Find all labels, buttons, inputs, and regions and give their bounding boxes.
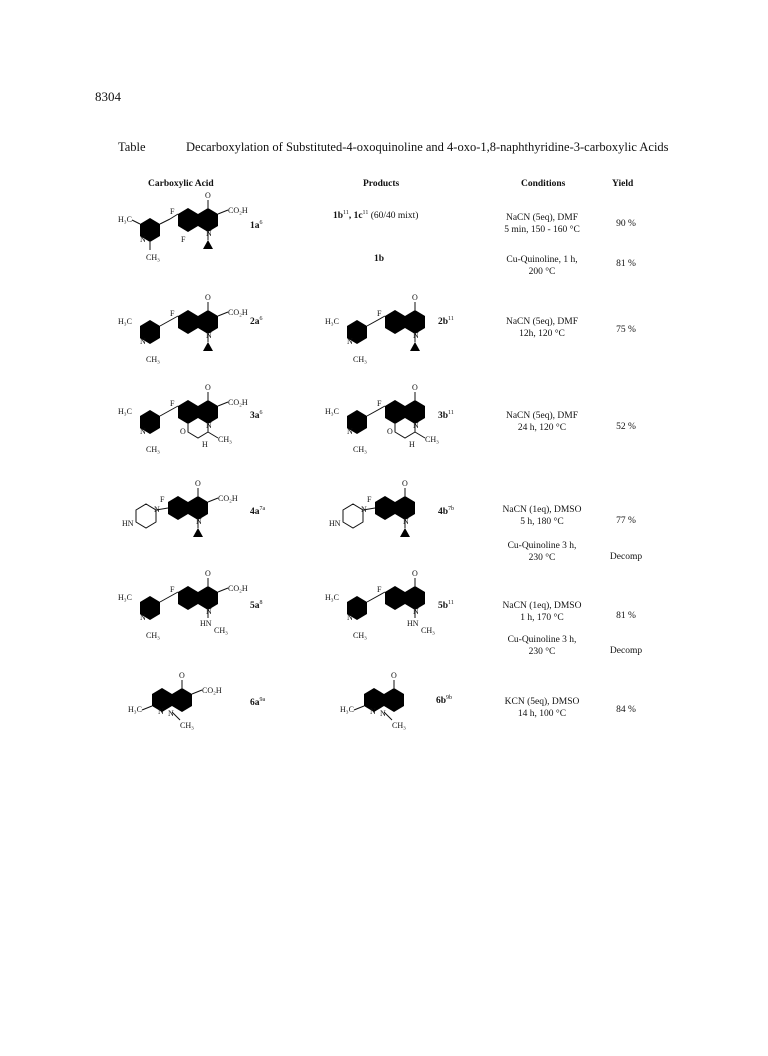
compound-label: $6a^{9a}$	[250, 697, 266, 709]
compound-label: $1a^6$	[250, 220, 263, 232]
product-label: $4b^{7b}$	[438, 506, 455, 518]
svg-text:F: F	[377, 585, 382, 594]
atom-fluoro: F	[170, 207, 175, 216]
structure-6b	[340, 671, 440, 740]
svg-text:F: F	[170, 399, 175, 408]
atom-carboxyl: CO₂H	[228, 206, 248, 215]
svg-text:HN: HN	[407, 619, 419, 628]
svg-text:CH₃: CH₃	[353, 445, 367, 454]
svg-text:O: O	[412, 383, 418, 392]
svg-text:N: N	[168, 709, 174, 718]
svg-text:F: F	[377, 309, 382, 318]
svg-text:O: O	[412, 293, 418, 302]
structure-3b	[325, 383, 445, 462]
header-products: Products	[363, 179, 400, 189]
svg-text:N: N	[206, 421, 212, 430]
svg-text:CH₃: CH₃	[180, 721, 194, 730]
svg-text:N: N	[158, 707, 164, 716]
svg-text:O: O	[205, 569, 211, 578]
atom-methyl: H₃C	[118, 215, 132, 224]
conditions: Cu-Quinoline 3 h, 230 °C	[507, 635, 577, 657]
conditions: KCN (5eq), DMSO 14 h, 100 °C	[504, 697, 580, 719]
header-carboxylic-acid: Carboxylic Acid	[148, 179, 214, 189]
svg-text:CH₃: CH₃	[146, 355, 160, 364]
svg-text:CH₃: CH₃	[146, 631, 160, 640]
svg-text:HN: HN	[329, 519, 341, 528]
svg-text:O: O	[402, 479, 408, 488]
compound-label: $5a^8$	[250, 600, 263, 612]
product-label: 1b	[374, 254, 385, 264]
product-label: $1b^{11}$, $1c^{11}$ (60/40 mixt)	[333, 210, 419, 222]
svg-text:N: N	[154, 505, 160, 514]
svg-text:N: N	[413, 331, 419, 340]
svg-text:F: F	[170, 309, 175, 318]
svg-text:N: N	[413, 421, 419, 430]
atom-methyl: CH₃	[146, 253, 160, 262]
svg-text:CH₃: CH₃	[425, 435, 439, 444]
svg-text:N: N	[361, 505, 367, 514]
svg-text:O: O	[195, 479, 201, 488]
conditions: Cu-Quinoline 3 h, 230 °C	[507, 541, 577, 563]
conditions: Cu-Quinoline, 1 h, 200 °C	[506, 255, 578, 277]
svg-text:CO₂H: CO₂H	[202, 686, 222, 695]
svg-text:CH₃: CH₃	[146, 445, 160, 454]
svg-text:N: N	[206, 331, 212, 340]
svg-text:N: N	[347, 613, 353, 622]
header-conditions: Conditions	[521, 179, 566, 189]
svg-text:O: O	[387, 427, 393, 436]
structure-5a	[118, 569, 248, 648]
conditions: NaCN (1eq), DMSO 5 h, 180 °C	[502, 505, 582, 527]
svg-text:N: N	[370, 707, 376, 716]
conditions: NaCN (5eq), DMF 24 h, 120 °C	[505, 411, 579, 433]
svg-text:N: N	[380, 709, 386, 718]
caption-title: Decarboxylation of Substituted-4-oxoquinoline and 4-oxo-1,8-naphthyridine-3-carboxylic Acids	[186, 140, 669, 154]
svg-text:N: N	[413, 607, 419, 616]
svg-text:O: O	[412, 569, 418, 578]
yield-value: 75 %	[616, 325, 636, 335]
product-label: $3b^{11}$	[438, 410, 454, 422]
header-yield: Yield	[612, 179, 634, 189]
svg-text:CO₂H: CO₂H	[228, 398, 248, 407]
compound-label: $2a^6$	[250, 316, 263, 328]
svg-text:N: N	[196, 517, 202, 526]
caption-label: Table	[118, 140, 146, 154]
svg-text:N: N	[403, 517, 409, 526]
page-number: 8304	[95, 89, 121, 104]
structure-1a	[118, 191, 248, 270]
product-label: $6b^{9b}$	[436, 695, 453, 707]
svg-text:H: H	[202, 440, 208, 449]
svg-text:O: O	[205, 293, 211, 302]
yield-value: 84 %	[616, 705, 636, 715]
svg-text:HN: HN	[122, 519, 134, 528]
conditions: NaCN (1eq), DMSO 1 h, 170 °C	[502, 601, 582, 623]
svg-text:N: N	[140, 613, 146, 622]
atom-oxo: O	[205, 191, 211, 200]
svg-text:H₃C: H₃C	[118, 317, 132, 326]
svg-text:CO₂H: CO₂H	[218, 494, 238, 503]
svg-text:N: N	[140, 427, 146, 436]
svg-text:O: O	[205, 383, 211, 392]
svg-text:N: N	[140, 337, 146, 346]
atom-fluoro: F	[181, 235, 186, 244]
compound-label: $4a^{7a}$	[250, 506, 266, 518]
svg-text:H₃C: H₃C	[128, 705, 142, 714]
svg-text:CH₃: CH₃	[353, 631, 367, 640]
structure-4b	[325, 479, 445, 558]
svg-text:H₃C: H₃C	[325, 317, 339, 326]
svg-text:H₃C: H₃C	[325, 407, 339, 416]
svg-text:H₃C: H₃C	[118, 593, 132, 602]
yield-value: 81 %	[616, 611, 636, 621]
yield-value: 52 %	[616, 422, 636, 432]
svg-text:HN: HN	[200, 619, 212, 628]
svg-text:F: F	[170, 585, 175, 594]
svg-text:H₃C: H₃C	[340, 705, 354, 714]
svg-text:CH₃: CH₃	[392, 721, 406, 730]
svg-text:CH₃: CH₃	[218, 435, 232, 444]
svg-text:H₃C: H₃C	[118, 407, 132, 416]
structure-4a	[118, 479, 248, 558]
atom-nitrogen: N	[140, 235, 146, 244]
svg-text:O: O	[180, 427, 186, 436]
conditions: NaCN (5eq), DMF 12h, 120 °C	[505, 317, 579, 339]
structure-3a	[118, 383, 248, 462]
structure-5b	[325, 569, 445, 648]
yield-value: 77 %	[616, 516, 636, 526]
svg-text:N: N	[347, 427, 353, 436]
svg-text:H₃C: H₃C	[325, 593, 339, 602]
conditions: NaCN (5eq), DMF 5 min, 150 - 160 °C	[504, 213, 580, 235]
svg-text:CH₃: CH₃	[214, 626, 228, 635]
svg-text:O: O	[391, 671, 397, 680]
svg-text:F: F	[160, 495, 165, 504]
structure-2b	[325, 293, 445, 372]
atom-nitrogen: N	[206, 229, 212, 238]
yield-value: Decomp	[609, 646, 643, 656]
product-label: $2b^{11}$	[438, 316, 454, 328]
svg-text:H: H	[409, 440, 415, 449]
yield-value: 81 %	[616, 259, 636, 269]
svg-text:F: F	[377, 399, 382, 408]
svg-text:F: F	[367, 495, 372, 504]
compound-label: $3a^6$	[250, 410, 263, 422]
product-label: $5b^{11}$	[438, 600, 454, 612]
yield-value: 90 %	[616, 219, 636, 229]
svg-text:N: N	[206, 607, 212, 616]
svg-text:CH₃: CH₃	[421, 626, 435, 635]
svg-text:O: O	[179, 671, 185, 680]
table-caption	[118, 140, 669, 155]
svg-text:N: N	[347, 337, 353, 346]
yield-value: Decomp	[609, 552, 643, 562]
svg-text:CO₂H: CO₂H	[228, 308, 248, 317]
svg-text:CO₂H: CO₂H	[228, 584, 248, 593]
structure-2a	[118, 293, 248, 372]
structure-6a	[128, 671, 248, 740]
svg-text:CH₃: CH₃	[353, 355, 367, 364]
